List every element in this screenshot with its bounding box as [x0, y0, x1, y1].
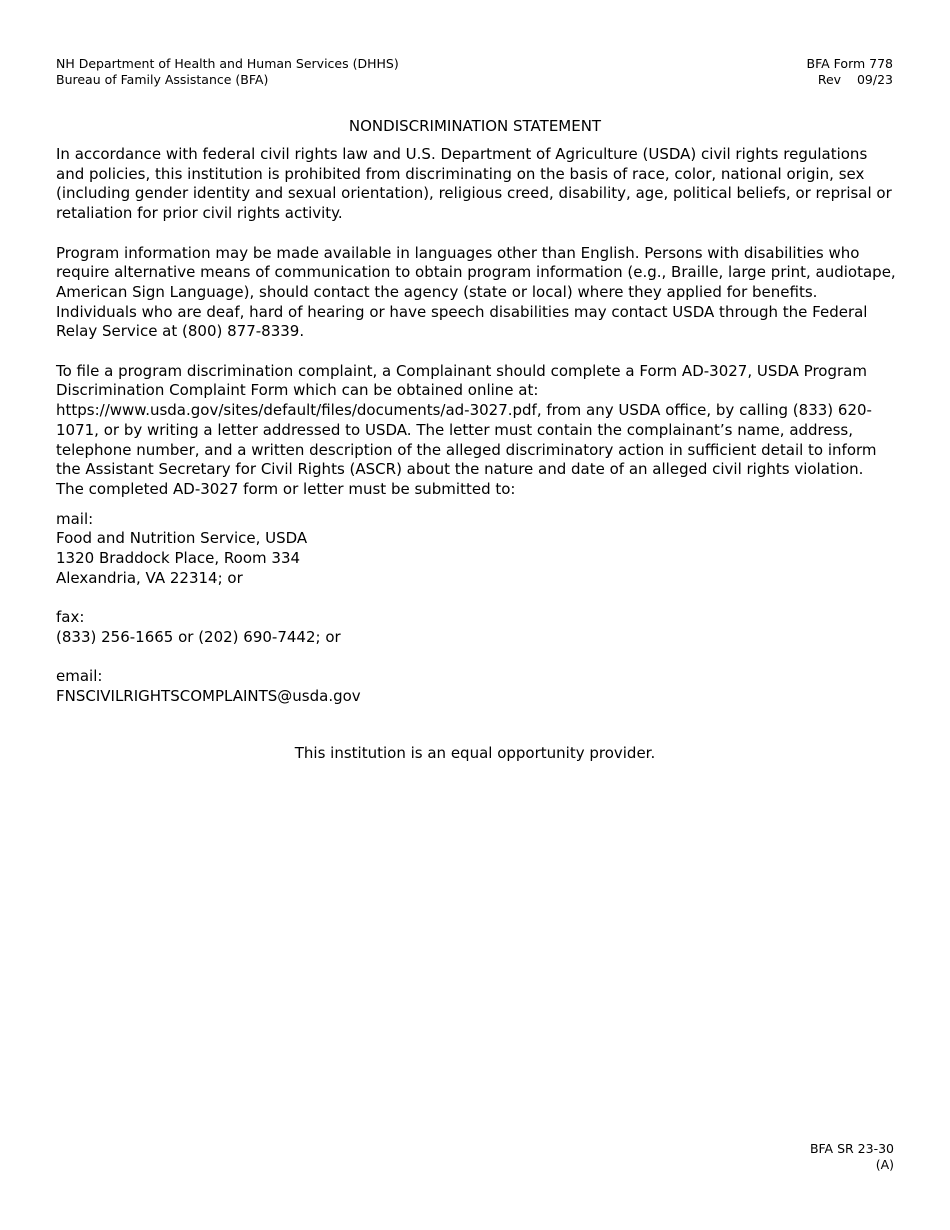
mail-label: mail:	[56, 509, 94, 528]
mail-line-2: 1320 Braddock Place, Room 334	[56, 549, 301, 568]
footer-reference	[810, 1141, 894, 1173]
mail-contact	[56, 510, 896, 589]
page-title: NONDISCRIMINATION STATEMENT	[348, 117, 602, 135]
fax-numbers: (833) 256-1665 or (202) 690-7442; or	[56, 627, 341, 646]
equal-opportunity-statement: This institution is an equal opportunity provider.	[294, 744, 656, 762]
header-agency	[56, 56, 399, 88]
program-information-paragraph: Program information may be made available in languages other than English. Persons with disabilities who require alternative means of communication to obtain program information (e.g., Braille, large print, audiotape, American Sign Language), should contact the agency (state or local) where they applied for benefits. Individuals who are deaf, hard of hearing or have speech disabilities may contact USDA through the Federal Relay Service at (800) 877-8339.	[56, 243, 896, 341]
form-number: BFA Form 778	[806, 56, 893, 71]
header-form-info	[807, 56, 893, 88]
bureau-name: Bureau of Family Assistance (BFA)	[56, 72, 269, 87]
complaint-paragraph: To file a program discrimination complaint, a Complainant should complete a Form AD-3027, USDA Program Discrimination Complaint Form which can be obtained online at: https://www.usda.gov/sites/default/files/documents/ad-3027.pdf, from any USDA office, by calling (833) 620-1071, or by writing a letter addressed to USDA. The letter must contain the complainant’s name, address, telephone number, and a written description of the alleged discriminatory action in sufficient detail to inform the Assistant Secretary for Civil Rights (ASCR) about the nature and date of an alleged civil rights violation. The completed AD-3027 form or letter must be submitted to:	[56, 361, 877, 498]
email-label: email:	[56, 667, 103, 686]
department-name: NH Department of Health and Human Services (DHHS)	[56, 56, 399, 71]
mail-line-3: Alexandria, VA 22314; or	[56, 568, 243, 587]
fax-label: fax:	[56, 608, 85, 627]
footer-reference-suffix: (A)	[875, 1157, 894, 1172]
mail-line-1: Food and Nutrition Service, USDA	[56, 529, 308, 548]
form-revision: Rev 09/23	[817, 72, 893, 87]
footer-reference-number: BFA SR 23-30	[809, 1141, 894, 1156]
fax-contact	[56, 608, 896, 647]
email-address: FNSCIVILRIGHTSCOMPLAINTS@usda.gov	[56, 686, 361, 705]
civil-rights-paragraph: In accordance with federal civil rights law and U.S. Department of Agriculture (USDA) civil rights regulations and policies, this institution is prohibited from discriminating on the basis of race, color, national origin, sex (including gender identity and sexual orientation), religious creed, disability, age, political beliefs, or reprisal or retaliation for prior civil rights activity.	[56, 145, 892, 223]
email-contact	[56, 667, 896, 706]
statement-body	[56, 145, 896, 726]
